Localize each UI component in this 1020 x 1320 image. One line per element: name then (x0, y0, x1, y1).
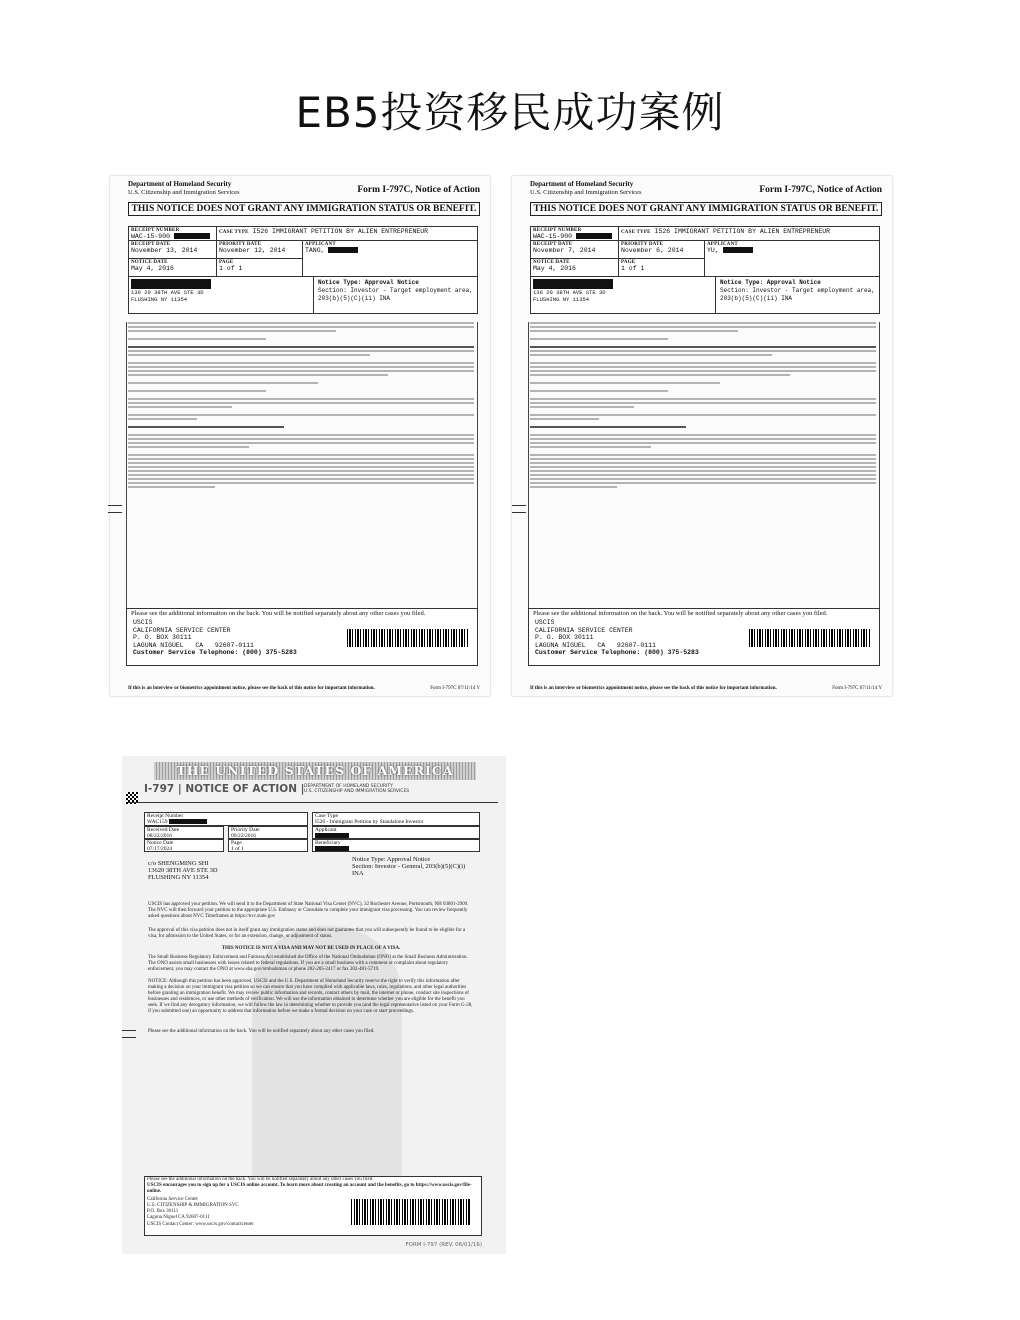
noa-priority: Priority Date 09/22/2016 (228, 826, 308, 839)
i797-approval-notice (122, 756, 506, 1254)
noa-foot-1: Please see the additional information on the back. You will be notified separately about any other cases you filed. (147, 1177, 374, 1182)
noa-case-type: Case Type I526 - Immigrant Petition by Standalone Investor (312, 812, 480, 826)
receipt-date: RECEIPT DATE November 7, 2014 (531, 241, 619, 259)
noa-page: Page 1 of 1 (228, 839, 308, 852)
case-type: CASE TYPE I526 IMMIGRANT PETITION BY ALIEN ENTREPRENEUR (619, 227, 879, 241)
noa-contact: USCIS Contact Center: www.uscis.gov/contactcenter (147, 1222, 254, 1227)
service-center-address: USCIS CALIFORNIA SERVICE CENTER P. O. BOX 30111 LAGUNA NIGUEL CA 92607-0111 Customer Service Telephone: (800) 375-5283 (133, 619, 297, 656)
case-type: CASE TYPE I526 IMMIGRANT PETITION BY ALIEN ENTREPRENEUR (217, 227, 477, 241)
notice-body-text (128, 322, 474, 490)
notice-date: NOTICE DATE May 4, 2016 (129, 259, 217, 277)
page-count: PAGE 1 of 1 (217, 259, 303, 277)
margin-mark (108, 505, 122, 513)
notice-footer: Please see the additional information on the back. You will be notified separately about any other cases you filed. USCIS CALIFORNIA SERVICE CENTER P. O. BOX 30111 LAGUNA NIGUEL CA 92607-0111 Customer Service Telephone: (800) 375-5283 (126, 608, 478, 666)
applicant: APPLICANT TANG, (303, 241, 477, 277)
barcode (347, 629, 469, 647)
barcode (351, 1199, 471, 1225)
notice-body-text (530, 322, 876, 490)
noa-dept: DEPARTMENT OF HOMELAND SECURITY U.S. CITIZENSHIP AND IMMIGRATION SERVICES (304, 784, 410, 794)
noa-form-revision: FORM I-797 (REV. 06/01/16) (405, 1242, 482, 1248)
noa-paragraph-2: The approval of this visa petition does not in itself grant any immigration status and does not guarantee that you will subsequently be found to be eligible for a visa, for admission to the United States, or for an extension, change, or adjustment of status. (148, 928, 466, 939)
priority-date: PRIORITY DATE November 12, 2014 (217, 241, 303, 259)
bottom-note: If this is an interview or biometrics appointment notice, please see the back of this notice for important information. (128, 686, 375, 691)
noa-foot-2: USCIS encourages you to sign up for a USCIS online account. To learn more about creating an account and the benefits, go to https://www.uscis.gov/file-online. (147, 1183, 472, 1194)
noa-applicant: Applicant (312, 826, 480, 839)
agency-name: U.S. Citizenship and Immigration Services (128, 189, 240, 196)
margin-mark (512, 505, 526, 513)
bottom-note: If this is an interview or biometrics appointment notice, please see the back of this notice for important information. (530, 686, 777, 691)
receipt-date: RECEIPT DATE November 13, 2014 (129, 241, 217, 259)
noa-not-visa: THIS NOTICE IS NOT A VISA AND MAY NOT BE USED IN PLACE OF A VISA. (221, 946, 401, 951)
noa-notice-type: Notice Type: Approval Notice Section: Investor - General, 203(b)(5)(C)(i) INA (352, 856, 466, 877)
form-revision: Form I-797C 07/11/14 Y (832, 686, 882, 691)
dept-name: Department of Homeland Security (128, 180, 232, 188)
margin-mark (122, 1030, 136, 1038)
noa-beneficiary: Beneficiary (312, 839, 480, 852)
noa-paragraph-5: Please see the additional information on the back. You will be notified separately about any other cases you filed. (148, 1029, 375, 1034)
noa-footer (144, 1176, 482, 1236)
noa-paragraph-1: USCIS has approved your petition. We will send it to the Department of State National Visa Center (NVC), 32 Rochester Avenue, Portsmouth, NH 03801-2909. The NVC will then forward your petition to the appropriate U.S. Embassy or Consulate to complete your immigrant visa processing. You can review frequently asked questions about NVC Timeframes at https://nvc.state.gov (148, 902, 469, 919)
page-title: EB5投资移民成功案例 (295, 88, 725, 137)
service-center-address: USCIS CALIFORNIA SERVICE CENTER P. O. BOX 30111 LAGUNA NIGUEL CA 92607-0111 Customer Service Telephone: (800) 375-5283 (535, 619, 699, 656)
noa-notice-date: Notice Date 07/17/2024 (144, 839, 224, 852)
usa-banner: THE UNITED STATES OF AMERICA (154, 762, 476, 780)
approval-notice-1 (110, 176, 490, 696)
noa-received: Received Date 08/22/2016 (144, 826, 224, 839)
receipt-number: RECEIPT NUMBER WAC-15-900 (531, 227, 619, 241)
notice-footer: Please see the additional information on the back. You will be notified separately about any other cases you filed. USCIS CALIFORNIA SERVICE CENTER P. O. BOX 30111 LAGUNA NIGUEL CA 92607-0111 Customer Service Telephone: (800) 375-5283 (528, 608, 880, 666)
status-banner: THIS NOTICE DOES NOT GRANT ANY IMMIGRATION STATUS OR BENEFIT. (530, 202, 882, 216)
noa-paragraph-3: The Small Business Regulatory Enforcement and Fairness Act established the Office of the National Ombudsman (ONO) at the Small Business Administration. The ONO assists small businesses with issues related to federal regulations. If you are a small business with a comment or complaint about regulatory enforcement, you may contact the ONO at www.sba.gov/ombudsman or phone 202-205-2417 or fax 202-481-5719. (148, 955, 468, 972)
noa-address: c/o SHENGMING SHI 13620 38TH AVE STE 3D FLUSHING NY 11354 (148, 860, 218, 881)
status-banner: THIS NOTICE DOES NOT GRANT ANY IMMIGRATION STATUS OR BENEFIT. (128, 202, 480, 216)
noa-paragraph-4: NOTICE: Although this petition has been approved, USCIS and the U.S. Department of Homeland Security reserve the right to verify this information after making a decision on your immigrant visa petition so we can ensure that you have complied with applicable laws, rules, regulations, and other legal authorities before granting an immigration benefit. We may review public information and records, contact others by mail, the internet or phone, conduct site inspections of businesses and residences, or use other methods of verification. We will use the information obtained to determine whether you are eligible for the benefit you seek. If we find any derogatory information, we will follow the law in determining whether to provide you (and the legal representative listed on your Form G-28, if you submitted one) an opportunity to address that information before we make a formal decision on your case or start proceedings. (148, 979, 473, 1014)
form-revision: Form I-797C 07/11/14 Y (430, 686, 480, 691)
noa-title: I-797 | NOTICE OF ACTION | (144, 783, 305, 795)
barcode (749, 629, 871, 647)
case-info-grid (530, 226, 880, 314)
notice-type: Notice Type: Approval Notice Section: Investor - Target employment area, 203(b)(5)(C)(ii) INA (715, 277, 879, 313)
receipt-number: RECEIPT NUMBER WAC-15-900 (129, 227, 217, 241)
page-count: PAGE 1 of 1 (619, 259, 705, 277)
dept-name: Department of Homeland Security (530, 180, 634, 188)
form-number: Form I-797C, Notice of Action (759, 185, 882, 195)
agency-name: U.S. Citizenship and Immigration Services (530, 189, 642, 196)
form-number: Form I-797C, Notice of Action (357, 185, 480, 195)
approval-notice-2 (512, 176, 892, 696)
case-info-grid (128, 226, 478, 314)
applicant: APPLICANT YU, (705, 241, 879, 277)
mailing-address: 136 20 38TH AVE STE 3D FLUSHING NY 11354 (129, 277, 313, 313)
mailing-address: 136 20 38TH AVE STE 3D FLUSHING NY 11354 (531, 277, 715, 313)
noa-center-address: California Service Center U.S. CITIZENSHIP & IMMIGRATION SVC P.O. Box 30111 Laguna Niguel CA 92607-0111 (147, 1197, 239, 1220)
noa-case-table (144, 812, 480, 852)
notice-type: Notice Type: Approval Notice Section: Investor - Target employment area, 203(b)(5)(C)(ii) INA (313, 277, 477, 313)
notice-date: NOTICE DATE May 4, 2016 (531, 259, 619, 277)
priority-date: PRIORITY DATE November 6, 2014 (619, 241, 705, 259)
noa-receipt: Receipt Number WAC159 (144, 812, 308, 826)
